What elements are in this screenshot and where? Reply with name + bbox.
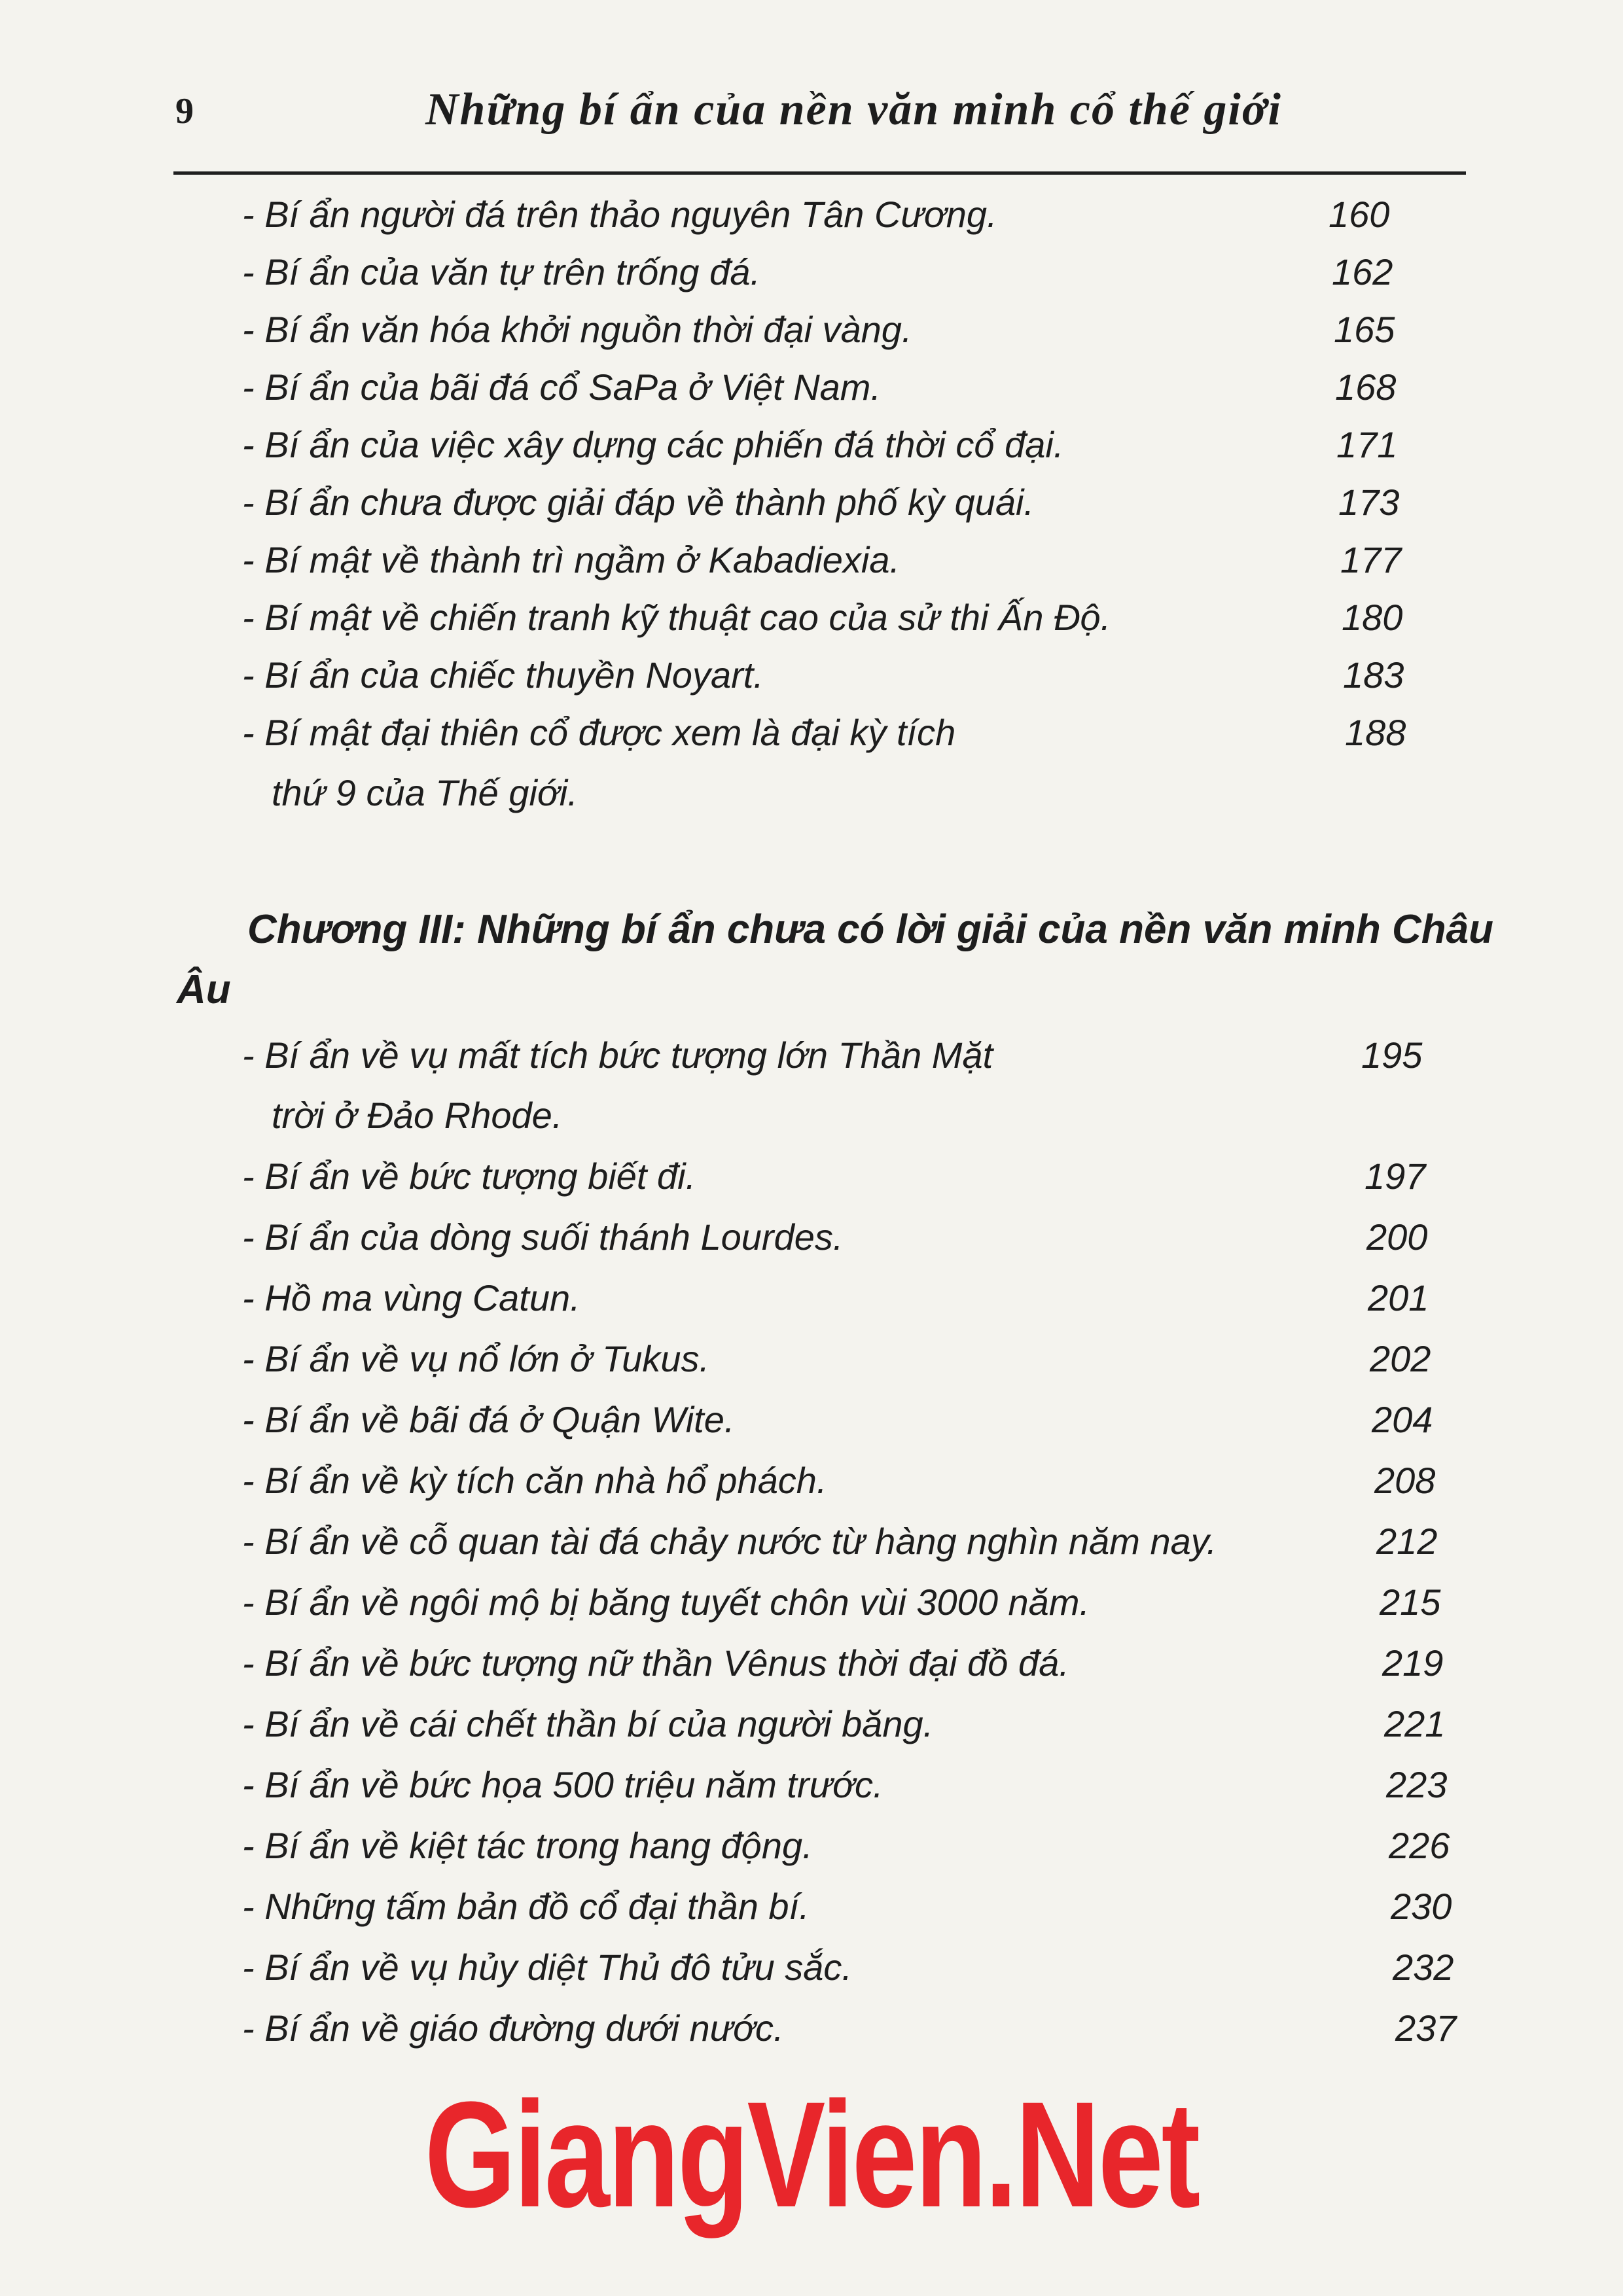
entry-title: - Bí mật về chiến tranh kỹ thuật cao của sử thi Ấn Độ. <box>242 597 1111 638</box>
entry-title: - Bí ẩn về bức tượng nữ thần Vênus thời đại đồ đá. <box>242 1642 1069 1684</box>
entry-page: 221 <box>1384 1703 1446 1744</box>
toc-entry <box>0 1824 1623 1877</box>
entry-title: - Bí ẩn về ngôi mộ bị băng tuyết chôn vùi 3000 năm. <box>242 1581 1090 1623</box>
entry-page: 180 <box>1342 597 1403 638</box>
toc-entry <box>0 1885 1623 1937</box>
toc-entry <box>0 1277 1623 1329</box>
entry-page: 208 <box>1374 1460 1436 1501</box>
entry-title: - Những tấm bản đồ cổ đại thần bí. <box>242 1886 810 1927</box>
entry-page: 168 <box>1335 366 1397 408</box>
entry-title: - Bí ẩn về bức tượng biết đi. <box>242 1156 696 1197</box>
entry-page: 202 <box>1370 1338 1431 1379</box>
entry-page: 232 <box>1393 1947 1454 1988</box>
toc-entry <box>0 193 1623 245</box>
entry-title: - Bí mật về thành trì ngầm ở Kabadiexia. <box>242 539 901 580</box>
toc-entry <box>0 1520 1623 1572</box>
entry-page: 162 <box>1332 251 1393 292</box>
entry-title: - Hồ ma vùng Catun. <box>242 1277 580 1318</box>
entry-page: 173 <box>1338 482 1400 523</box>
page-number: 9 <box>175 91 194 132</box>
chapter-heading: Chương III: Những bí ẩn chưa có lời giải của nền văn minh Châu Âu <box>177 907 1493 1012</box>
entry-continuation: thứ 9 của Thế giới. <box>272 772 578 813</box>
running-title: Những bí ẩn của nền văn minh cổ thế giới <box>425 84 1282 135</box>
entry-page: 223 <box>1386 1764 1448 1805</box>
toc-entry <box>0 711 1623 829</box>
toc-entry <box>0 1155 1623 1207</box>
entry-page: 177 <box>1340 539 1402 580</box>
entry-title: - Bí ẩn về vụ hủy diệt Thủ đô tửu sắc. <box>242 1947 852 1988</box>
entry-title: - Bí mật đại thiên cổ được xem là đại kỳ tích <box>242 712 956 753</box>
entry-page: 230 <box>1391 1886 1452 1927</box>
entry-page: 237 <box>1395 2007 1457 2049</box>
entry-title: - Bí ẩn người đá trên thảo nguyên Tân Cương. <box>242 194 997 235</box>
toc-entry <box>0 308 1623 361</box>
watermark: GiangVien.Net <box>424 2070 1199 2238</box>
toc-entry <box>0 1034 1623 1152</box>
toc-entry <box>0 1642 1623 1694</box>
entry-page: 183 <box>1343 654 1404 696</box>
entry-title: - Bí ẩn văn hóa khởi nguồn thời đại vàng. <box>242 309 912 350</box>
toc-entry <box>0 366 1623 418</box>
toc-entry <box>0 423 1623 476</box>
entry-title: - Bí ẩn của chiếc thuyền Noyart. <box>242 654 764 696</box>
entry-page: 165 <box>1334 309 1395 350</box>
toc-entry <box>0 654 1623 706</box>
entry-page: 195 <box>1361 1034 1423 1076</box>
entry-page: 212 <box>1376 1521 1438 1562</box>
entry-title: - Bí ẩn về kỳ tích căn nhà hổ phách. <box>242 1460 827 1501</box>
entry-title: - Bí ẩn về vụ mất tích bức tượng lớn Thần Mặt <box>242 1034 993 1076</box>
toc-entry <box>0 1398 1623 1451</box>
entry-title: - Bí ẩn về bức họa 500 triệu năm trước. <box>242 1764 883 1805</box>
entry-title: - Bí ẩn của việc xây dựng các phiến đá thời cổ đại. <box>242 424 1064 465</box>
toc-entry <box>0 1703 1623 1755</box>
entry-title: - Bí ẩn chưa được giải đáp về thành phố kỳ quái. <box>242 482 1035 523</box>
toc-entry <box>0 539 1623 591</box>
entry-title: - Bí ẩn của văn tự trên trống đá. <box>242 251 760 292</box>
entry-continuation: trời ở Đảo Rhode. <box>272 1095 563 1136</box>
entry-page: 188 <box>1345 712 1406 753</box>
entry-title: - Bí ẩn về cỗ quan tài đá chảy nước từ hàng nghìn năm nay. <box>242 1521 1217 1562</box>
entry-title: - Bí ẩn về giáo đường dưới nước. <box>242 2007 784 2049</box>
entry-page: 219 <box>1382 1642 1444 1684</box>
entry-title: - Bí ẩn về bãi đá ở Quận Wite. <box>242 1399 735 1440</box>
toc-entry <box>0 1946 1623 1998</box>
entry-page: 201 <box>1368 1277 1429 1318</box>
toc-entry <box>0 1763 1623 1816</box>
entry-page: 215 <box>1380 1581 1441 1623</box>
toc-entry <box>0 1459 1623 1511</box>
entry-title: - Bí ẩn của bãi đá cổ SaPa ở Việt Nam. <box>242 366 882 408</box>
entry-page: 200 <box>1366 1216 1428 1258</box>
entry-page: 160 <box>1329 194 1390 235</box>
toc-entry <box>0 1337 1623 1390</box>
entry-page: 171 <box>1336 424 1398 465</box>
toc-entry <box>0 596 1623 648</box>
entry-page: 204 <box>1372 1399 1433 1440</box>
entry-title: - Bí ẩn về kiệt tác trong hang động. <box>242 1825 813 1866</box>
header-rule <box>173 171 1466 175</box>
entry-title: - Bí ẩn của dòng suối thánh Lourdes. <box>242 1216 844 1258</box>
entry-page: 197 <box>1364 1156 1426 1197</box>
toc-entry <box>0 251 1623 303</box>
toc-entry <box>0 2007 1623 2059</box>
entry-page: 226 <box>1389 1825 1450 1866</box>
toc-entry <box>0 1581 1623 1633</box>
toc-entry <box>0 1216 1623 1268</box>
toc-entry <box>0 481 1623 533</box>
entry-title: - Bí ẩn về cái chết thần bí của người băng. <box>242 1703 934 1744</box>
entry-title: - Bí ẩn về vụ nổ lớn ở Tukus. <box>242 1338 710 1379</box>
